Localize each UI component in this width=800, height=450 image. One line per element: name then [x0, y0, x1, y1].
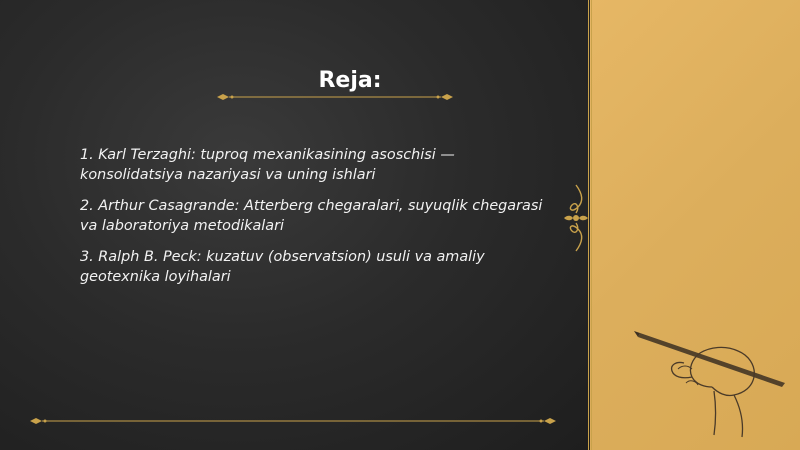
agenda-item: 2. Arthur Casagrande: Atterberg chegaralari, suyuqlik chegarasi va laboratoriya metodikalari [80, 198, 543, 234]
bottom-divider [28, 414, 558, 428]
hand-writing-with-pen-icon [630, 325, 795, 445]
scroll-flourish-icon [560, 183, 592, 253]
agenda-item: 1. Karl Terzaghi: tuproq mexanikasining asoschisi — konsolidatsiya nazariyasi va uning ishlari [80, 147, 455, 183]
slide-title: Reja: [318, 68, 382, 93]
agenda-item: 3. Ralph B. Peck: kuzatuv (observatsion) usuli va amaliy geotexnika loyihalari [80, 249, 485, 285]
agenda-list [80, 145, 560, 298]
title-divider [215, 90, 455, 104]
